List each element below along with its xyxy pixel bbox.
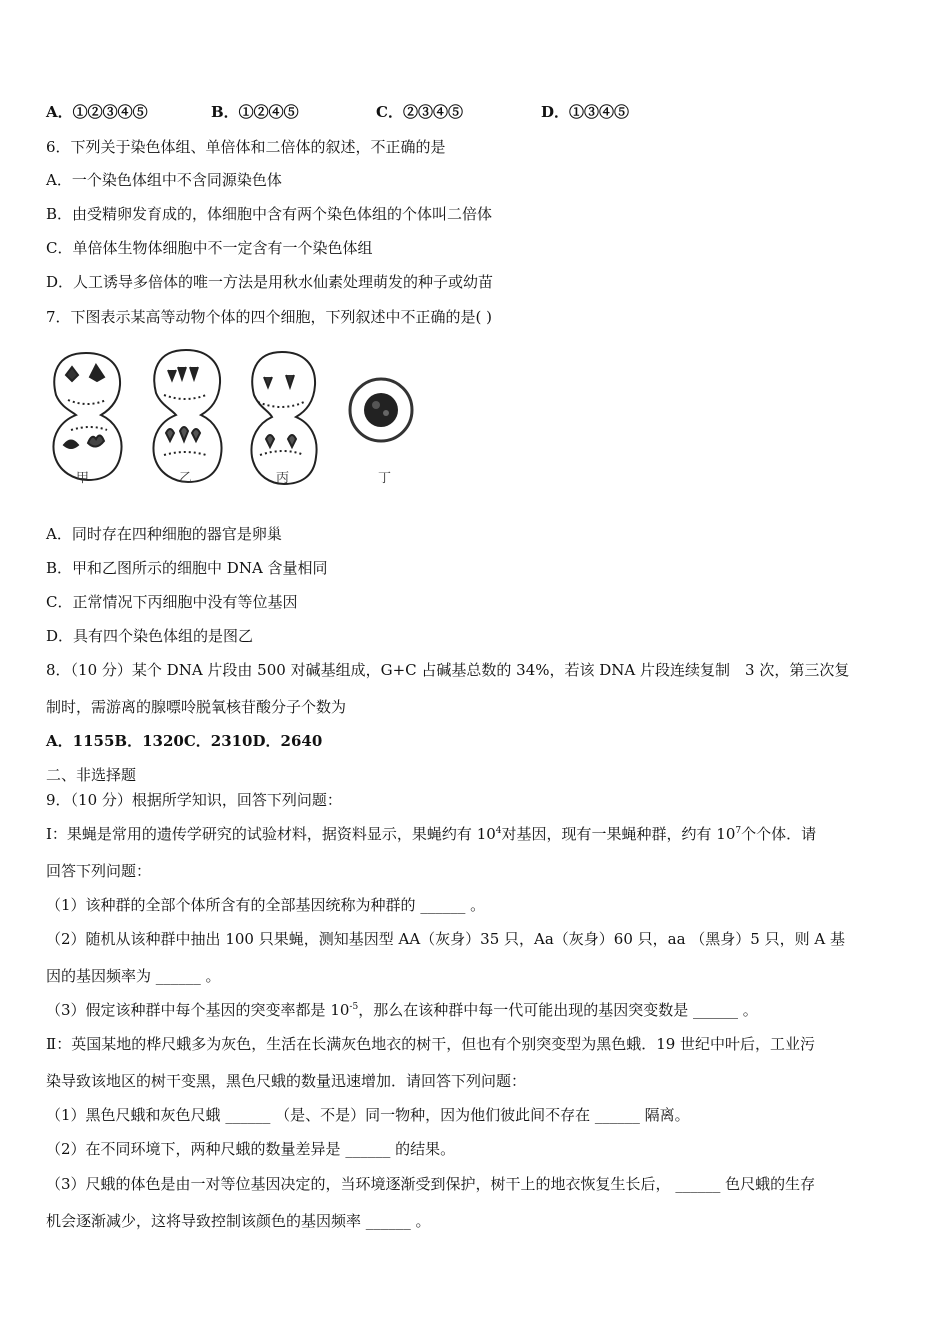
q9-i3-text-a: （3）假定该种群中每个基因的突变率都是 10 (46, 1001, 350, 1019)
q9-stem: 9．（10 分）根据所学知识，回答下列问题： (46, 791, 342, 809)
q7-option-a: A．同时存在四种细胞的器官是卵巢 (46, 525, 282, 543)
q6-option-c: C．单倍体生物体细胞中不一定含有一个染色体组 (46, 239, 373, 257)
cell-yi (153, 350, 221, 482)
cell-jia (53, 353, 121, 480)
q5-options (46, 102, 629, 122)
q9-part2-line1: Ⅱ：英国某地的桦尺蛾多为灰色，生活在长满灰色地衣的树干，但也有个别突变型为黑色蛾．19 世纪中叶后，工业污 (46, 1035, 816, 1053)
q6-option-a: A．一个染色体组中不含同源染色体 (46, 171, 282, 189)
q9-part2-line2: 染导致该地区的树干变黑，黑色尺蛾的数量迅速增加．请回答下列问题： (46, 1072, 527, 1090)
caption-jia: 甲 (76, 471, 90, 486)
q9-i3-sup: -5 (349, 1002, 359, 1012)
cell-bing (251, 352, 316, 484)
q9-part1-line2: 回答下列问题： (46, 862, 152, 880)
q9-i2-line1: （2）随机从该种群中抽出 100 只果蝇，测知基因型 AA（灰身）35 只，Aa（灰身）60 只，aa （黑身）5 只，则 A 基 (46, 930, 845, 948)
q6-option-b: B．由受精卵发育成的，体细胞中含有两个染色体组的个体叫二倍体 (46, 205, 493, 223)
q9-j1: （1）黑色尺蛾和灰色尺蛾 ______ （是、不是）同一物种，因为他们彼此间不存在 ______ 隔离。 (46, 1106, 690, 1124)
q9-i1: （1）该种群的全部个体所含有的全部基因统称为种群的 ______ 。 (46, 896, 486, 914)
q9-p1-text-b: 对基因，现有一果蝇种群，约有 10 (501, 825, 736, 843)
q8-stem-line1: 8．（10 分）某个 DNA 片段由 500 对碱基组成，G+C 占碱基总数的 34%，若该 DNA 片段连续复制 3 次，第三次复 (46, 661, 850, 679)
q5-option-a: A．①②③④⑤ (46, 103, 148, 121)
q9-j3-line1: （3）尺蛾的体色是由一对等位基因决定的，当环境逐渐受到保护，树干上的地衣恢复生长后， ______ 色尺蛾的生存 (46, 1175, 816, 1193)
q7-option-d: D．具有四个染色体组的是图乙 (46, 627, 254, 645)
q9-p1-sup1: 4 (495, 826, 502, 836)
q9-p1-sup2: 7 (735, 826, 742, 836)
cell-ding (350, 379, 412, 441)
q9-part1-line1 (46, 824, 816, 844)
q5-option-c: C．②③④⑤ (376, 103, 463, 121)
q9-i3 (46, 1000, 758, 1020)
q6-option-d: D．人工诱导多倍体的唯一方法是用秋水仙素处理萌发的种子或幼苗 (46, 273, 494, 291)
q5-option-b: B．①②④⑤ (211, 103, 299, 121)
q8-stem-line2: 制时，需游离的腺嘌呤脱氧核苷酸分子个数为 (46, 698, 347, 716)
caption-ding: 丁 (378, 471, 392, 486)
q9-j3-line2: 机会逐渐减少，这将导致控制该颜色的基因频率 ______ 。 (46, 1212, 431, 1230)
section-heading: 二、非选择题 (46, 766, 137, 784)
q9-p1-text-a: Ⅰ：果蝇是常用的遗传学研究的试验材料，据资料显示，果蝇约有 10 (46, 825, 496, 843)
q8-options: A．1155B．1320C．2310D．2640 (46, 732, 323, 750)
q6-stem: 6．下列关于染色体组、单倍体和二倍体的叙述，不正确的是 (46, 138, 446, 156)
q5-option-d: D．①③④⑤ (541, 103, 630, 121)
caption-bing: 丙 (276, 471, 290, 486)
cell-division-figure (46, 345, 446, 495)
caption-yi: 乙 (179, 471, 193, 486)
q9-i2-line2: 因的基因频率为 ______ 。 (46, 967, 221, 985)
q9-i3-text-b: ，那么在该种群中每一代可能出现的基因突变数是 ______ 。 (358, 1001, 758, 1019)
q9-j2: （2）在不同环境下，两种尺蛾的数量差异是 ______ 的结果。 (46, 1140, 456, 1158)
q9-p1-text-c: 个个体．请 (741, 825, 817, 843)
q7-option-c: C．正常情况下丙细胞中没有等位基因 (46, 593, 298, 611)
q7-stem: 7．下图表示某高等动物个体的四个细胞，下列叙述中不正确的是( ) (46, 308, 493, 326)
q7-option-b: B．甲和乙图所示的细胞中 DNA 含量相同 (46, 559, 328, 577)
